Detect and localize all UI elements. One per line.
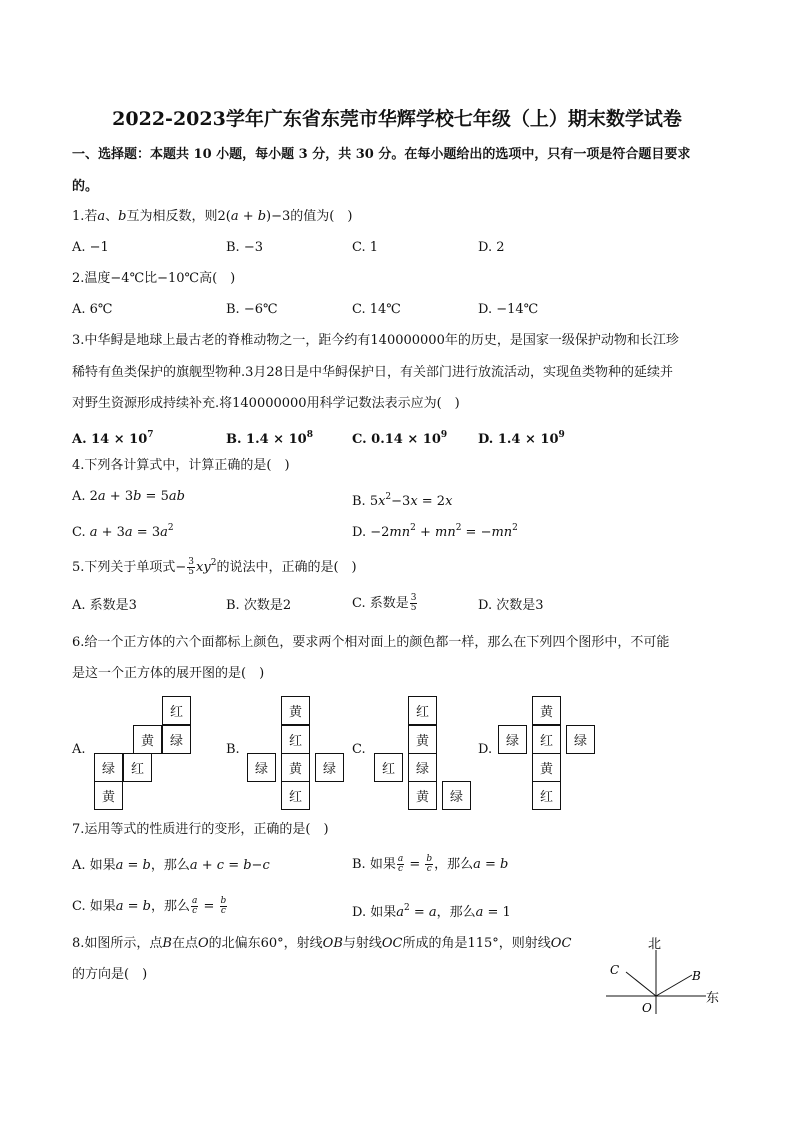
q3-option-c: C. $0.14 \times 10^9$ (352, 430, 448, 447)
question-2-stem: 2.温度−4℃比−10℃高( ) (72, 271, 236, 286)
question-3-line3: 对野生资源形成持续补充.将140000000用科学记数法表示应为( ) (72, 396, 460, 411)
q7-option-d: D. 如果𝑎$^2$ = 𝑎，那么𝑎 = 1 (352, 903, 511, 920)
q5-option-a: A. 系数是3 (72, 598, 137, 613)
question-7-stem: 7.运用等式的性质进行的变形，正确的是( ) (72, 822, 329, 837)
net-cell: 绿 (94, 753, 123, 782)
question-6-line2: 是这一个正方体的展开图的是( ) (72, 666, 265, 681)
q1-option-b: B. −3 (226, 240, 263, 255)
net-cell: 黄 (408, 781, 437, 810)
q4-option-c: C. 𝑎 + 3𝑎 = 3𝑎$^2$ (72, 523, 174, 540)
question-5-stem: 5.下列关于单项式− $\frac{3}{5}$ 𝑥𝑦$^2$的说法中，正确的是( ) (72, 557, 357, 577)
net-b-label: B. (226, 742, 240, 757)
section-heading-cont: 的。 (72, 179, 99, 194)
question-8-line1: 8.如图所示，点𝐵在点𝑂的北偏东60°，射线𝑂𝐵与射线𝑂𝐶所成的角是115°，则射线𝑂𝐶 (72, 936, 572, 951)
q7-option-b: B. 如果 $\frac{\text{𝑎}}{\text{𝑐}}$ = $\frac{\text{𝑏}}{\text{𝑐}}$ ，那么𝑎 = 𝑏 (352, 854, 509, 874)
q1-option-a: A. −1 (72, 240, 109, 255)
q2-option-a: A. 6℃ (72, 302, 113, 317)
q5-option-c: C. 系数是 $\frac{3}{5}$ (352, 593, 417, 613)
net-cell: 绿 (408, 753, 437, 782)
section-heading: 一、选择题：本题共 10 小题，每小题 3 分，共 30 分。在每小题给出的选项中，只有一项是符合题目要求 (72, 147, 691, 162)
question-1-stem: 1.若𝑎、𝑏互为相反数，则2(𝑎 + 𝑏)−3的值为( ) (72, 209, 353, 224)
q4-option-d: D. −2𝑚𝑛$^2$ + 𝑚𝑛$^2$ = −𝑚𝑛$^2$ (352, 523, 518, 540)
net-cell: 黄 (94, 781, 123, 810)
page-title: 2022-2023学年广东省东莞市华辉学校七年级（上）期末数学试卷 (112, 108, 682, 130)
q5-option-b: B. 次数是2 (226, 598, 292, 613)
compass-figure (600, 932, 730, 1022)
net-d-label: D. (478, 742, 493, 757)
question-3-line2: 稀特有鱼类保护的旗舰型物种.3月28日是中华鲟保护日，有关部门进行放流活动，实现鱼类物种的延续并 (72, 365, 673, 380)
q3-option-a: A. $14 \times 10^7$ (72, 430, 154, 447)
ray-ob (656, 975, 692, 996)
net-cell: 红 (408, 696, 437, 725)
net-cell: 绿 (315, 753, 344, 782)
fraction: $\frac{3}{5}$ (410, 593, 417, 613)
point-b-label: B (692, 969, 701, 983)
q1-option-d: D. 2 (478, 240, 505, 255)
q2-option-c: C. 14℃ (352, 302, 401, 317)
q7-option-a: A. 如果𝑎 = 𝑏，那么𝑎 + 𝑐 = 𝑏−𝑐 (72, 858, 270, 873)
net-cell: 红 (123, 753, 152, 782)
q3-option-b: B. $1.4 \times 10^8$ (226, 430, 313, 447)
net-cell: 红 (281, 781, 310, 810)
q2-option-d: D. −14℃ (478, 302, 539, 317)
q4-option-a: A. 2𝑎 + 3𝑏 = 5𝑎𝑏 (72, 489, 185, 504)
east-label: 东 (706, 991, 720, 1006)
net-cell: 红 (162, 696, 191, 725)
net-cell: 绿 (162, 725, 191, 754)
net-cell: 红 (374, 753, 403, 782)
point-c-label: C (610, 963, 620, 977)
question-4-stem: 4.下列各计算式中，计算正确的是( ) (72, 458, 290, 473)
q7-option-c: C. 如果𝑎 = 𝑏，那么 $\frac{\text{𝑎}}{\text{𝑐}}$ = $\frac{\text{𝑏}}{\text{𝑐}}$ (72, 896, 227, 916)
point-o-label: O (642, 1001, 652, 1015)
net-cell: 黄 (532, 696, 561, 725)
net-cell: 黄 (281, 696, 310, 725)
net-cell: 黄 (281, 753, 310, 782)
net-c-label: C. (352, 742, 366, 757)
question-6-line1: 6.给一个正方体的六个面都标上颜色，要求两个相对面上的颜色都一样，那么在下列四个图形中，不可能 (72, 635, 670, 650)
net-a-label: A. (72, 742, 86, 757)
ray-oc (626, 972, 656, 996)
net-cell: 绿 (442, 781, 471, 810)
q4-option-b: B. 5𝑥$^2$−3𝑥 = 2𝑥 (352, 492, 453, 509)
q5-option-d: D. 次数是3 (478, 598, 544, 613)
fraction: $\frac{3}{5}$ (188, 557, 195, 577)
net-cell: 绿 (247, 753, 276, 782)
net-cell: 红 (281, 725, 310, 754)
net-cell: 黄 (532, 753, 561, 782)
question-8-line2: 的方向是( ) (72, 967, 148, 982)
q1-option-c: C. 1 (352, 240, 379, 255)
question-3-line1: 3.中华鲟是地球上最古老的脊椎动物之一，距今约有140000000年的历史，是国家一级保护动物和长江珍 (72, 333, 679, 348)
q3-option-d: D. $1.4 \times 10^9$ (478, 430, 565, 447)
net-cell: 绿 (566, 725, 595, 754)
net-cell: 红 (532, 781, 561, 810)
q2-option-b: B. −6℃ (226, 302, 278, 317)
net-cell: 红 (532, 725, 561, 754)
north-label: 北 (648, 937, 662, 952)
net-cell: 黄 (408, 725, 437, 754)
net-cell: 黄 (133, 725, 162, 754)
net-cell: 绿 (498, 725, 527, 754)
